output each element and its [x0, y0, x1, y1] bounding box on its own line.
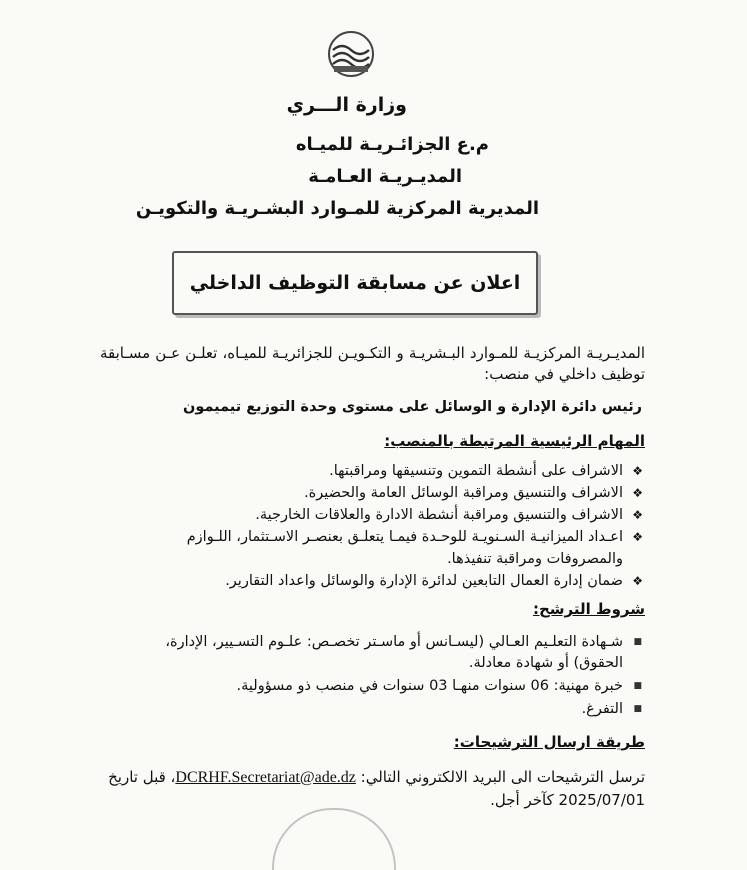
tasks-heading: المهام الرئيسية المرتبطة بالمنصب:: [384, 432, 645, 450]
diamond-bullet-icon: ❖: [632, 508, 643, 522]
list-item: ■ شـهادة التعلـيم العـالي (ليسـانس أو ماسـتر تخصـص: علـوم التسـيير، الإدارة، الحقوق) أو شهادة معادلة.: [165, 634, 642, 671]
submission-text: ترسل الترشيحات الى البريد الالكتروني التالي: DCRHF.Secretariat@ade.dz، قبل تاريخ 2025/07/01 كآخر أجل.: [108, 768, 645, 809]
list-item: ❖ الاشراف والتنسيق ومراقبة الوسائل العامة والحضيرة.: [125, 482, 645, 504]
position-title: رئيس دائرة الإدارة و الوسائل على مستوى وحدة التوزيع تيميمون: [182, 399, 642, 415]
ministry-name: وزارة الـــري: [286, 94, 407, 116]
diamond-bullet-icon: ❖: [632, 574, 643, 588]
announcement-title-box: [172, 251, 538, 315]
list-item: ❖ ضمان إدارة العمال التابعين لدائرة الإدارة والوسائل واعداد التقارير.: [125, 570, 645, 592]
list-item: ❖ الاشراف والتنسيق ومراقبة أنشطة الادارة والعلاقات الخارجية.: [125, 504, 645, 526]
diamond-bullet-icon: ❖: [632, 486, 643, 500]
central-directorate: المديرية المركزية للمـوارد البشـريـة والتكويـن: [135, 198, 539, 219]
square-bullet-icon: ■: [633, 681, 642, 691]
list-item: ❖ اعـداد الميزانيـة السـنويـة للوحـدة فيمـا يتعلـق بعنصـر الاسـتثمار، اللـوازم والمصروفات ومراقبة تنفيذها.: [125, 526, 645, 570]
email-link[interactable]: DCRHF.Secretariat@ade.dz: [175, 769, 356, 786]
general-directorate: المديـريـة العـامـة: [308, 166, 462, 187]
square-bullet-icon: ■: [633, 637, 642, 647]
intro-paragraph: المديـريـة المركزيـة للمـوارد البـشريـة و التكـويـن للجزائريـة للميـاه، تعلـن عـن مسـابقة توظيف داخلي في منصب:: [100, 344, 645, 383]
official-stamp-icon: [272, 808, 396, 870]
list-item: ■ التفرغ.: [125, 699, 645, 720]
submission-heading: طريقة ارسال الترشيحات:: [453, 733, 645, 751]
company-name: م.ع الجزائـريـة للميـاه: [295, 134, 489, 155]
conditions-list: [125, 632, 645, 722]
tasks-list: [125, 460, 645, 592]
list-item: ■ خبرة مهنية: 06 سنوات منهـا 03 سنوات في منصب ذو مسؤولية.: [125, 676, 645, 697]
ade-logo-icon: [325, 28, 377, 80]
diamond-bullet-icon: ❖: [632, 464, 643, 478]
announcement-title: اعلان عن مسابقة التوظيف الداخلي: [189, 272, 521, 294]
diamond-bullet-icon: ❖: [632, 530, 643, 544]
square-bullet-icon: ■: [633, 704, 642, 714]
list-item: ❖ الاشراف على أنشطة التموين وتنسيقها ومراقبتها.: [125, 460, 645, 482]
conditions-heading: شروط الترشح:: [533, 600, 645, 618]
